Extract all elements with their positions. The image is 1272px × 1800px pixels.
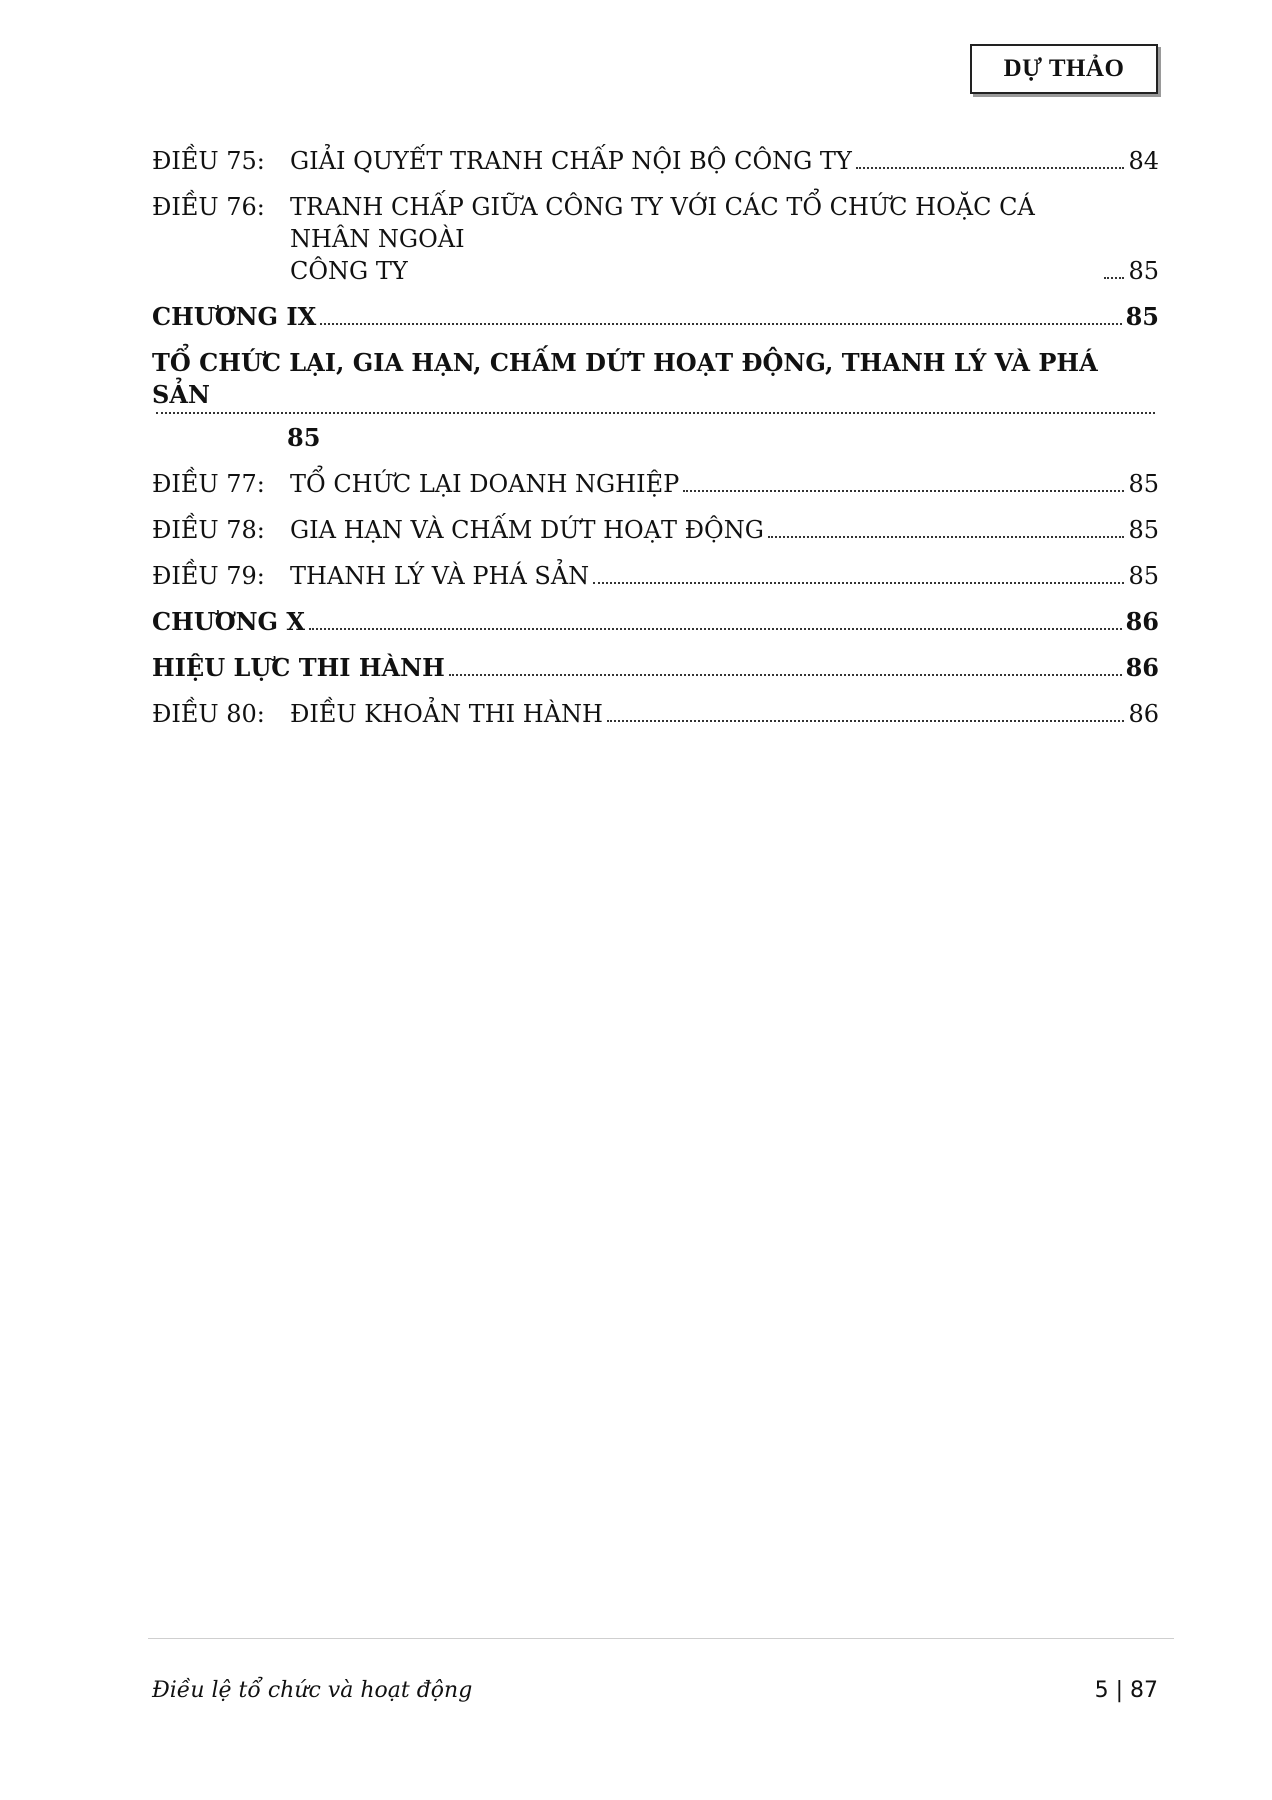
toc-entry-chuong-x[interactable]	[152, 606, 1159, 638]
toc-entry-page: 86	[1125, 607, 1159, 636]
toc-entry-title: ĐIỀU KHOẢN THI HÀNH	[290, 700, 603, 728]
toc-entry-title	[290, 191, 1100, 287]
toc-entry-title: GIA HẠN VÀ CHẤM DỨT HOẠT ĐỘNG	[290, 516, 764, 544]
toc-entry-page: 86	[1128, 700, 1159, 728]
draft-stamp: DỰ THẢO	[970, 44, 1158, 94]
toc-entry-title: THANH LÝ VÀ PHÁ SẢN	[290, 562, 590, 590]
dot-leader	[768, 535, 1125, 538]
toc-entry-title: CHƯƠNG IX	[152, 302, 317, 331]
toc-entry-dieu-80[interactable]	[152, 698, 1159, 730]
toc-entry-title: GIẢI QUYẾT TRANH CHẤP NỘI BỘ CÔNG TY	[290, 147, 852, 175]
toc-entry-chapter-ix-title[interactable]	[152, 347, 1159, 454]
footer-divider	[148, 1638, 1174, 1639]
toc-entry-page: 85	[1128, 257, 1159, 285]
toc-entry-title: CHƯƠNG X	[152, 607, 306, 636]
dot-leader	[856, 166, 1125, 169]
toc-entry-label: ĐIỀU 77:	[152, 470, 265, 498]
toc-entry-label: ĐIỀU 75:	[152, 147, 265, 175]
toc-entry-label: ĐIỀU 79:	[152, 562, 265, 590]
toc-entry-label: ĐIỀU 76:	[152, 193, 265, 221]
toc-entry-chuong-ix[interactable]	[152, 301, 1159, 333]
toc-entry-chapter-x-title[interactable]	[152, 652, 1159, 684]
dot-leader	[1104, 276, 1124, 279]
toc-entry-page: 85	[1128, 516, 1159, 544]
toc-entry-page: 85	[1128, 562, 1159, 590]
dot-leader	[607, 719, 1124, 722]
toc-entry-title: HIỆU LỰC THI HÀNH	[152, 653, 445, 682]
toc-entry-dieu-76[interactable]	[152, 191, 1159, 287]
dot-leader	[593, 581, 1124, 584]
dot-leader	[683, 489, 1124, 492]
toc-entry-dieu-75[interactable]	[152, 145, 1159, 177]
dot-leader	[156, 411, 1155, 414]
table-of-contents	[152, 145, 1159, 744]
toc-entry-dieu-77[interactable]	[152, 468, 1159, 500]
dot-leader	[309, 627, 1122, 630]
toc-entry-label: ĐIỀU 78:	[152, 516, 265, 544]
toc-entry-title: TỔ CHỨC LẠI, GIA HẠN, CHẤM DỨT HOẠT ĐỘNG, THANH LÝ VÀ PHÁ SẢN	[152, 348, 1098, 409]
toc-entry-dieu-79[interactable]	[152, 560, 1159, 592]
footer-page-number: 5 | 87	[1094, 1678, 1158, 1703]
dot-leader	[320, 322, 1121, 325]
toc-entry-page: 85	[1125, 302, 1159, 331]
toc-entry-page: 84	[1128, 147, 1159, 175]
footer-document-title: Điều lệ tổ chức và hoạt động	[152, 1678, 473, 1703]
toc-entry-page: 85	[287, 423, 321, 452]
toc-entry-dieu-78[interactable]	[152, 514, 1159, 546]
toc-entry-page: 86	[1125, 653, 1159, 682]
toc-entry-title-line2: CÔNG TY	[290, 257, 408, 285]
toc-entry-label: ĐIỀU 80:	[152, 700, 265, 728]
toc-entry-title: TỔ CHỨC LẠI DOANH NGHIỆP	[290, 470, 680, 498]
dot-leader	[449, 673, 1122, 676]
toc-entry-page: 85	[1128, 470, 1159, 498]
toc-entry-title-line1: TRANH CHẤP GIỮA CÔNG TY VỚI CÁC TỔ CHỨC HOẶC CÁ NHÂN NGOÀI	[290, 193, 1035, 253]
